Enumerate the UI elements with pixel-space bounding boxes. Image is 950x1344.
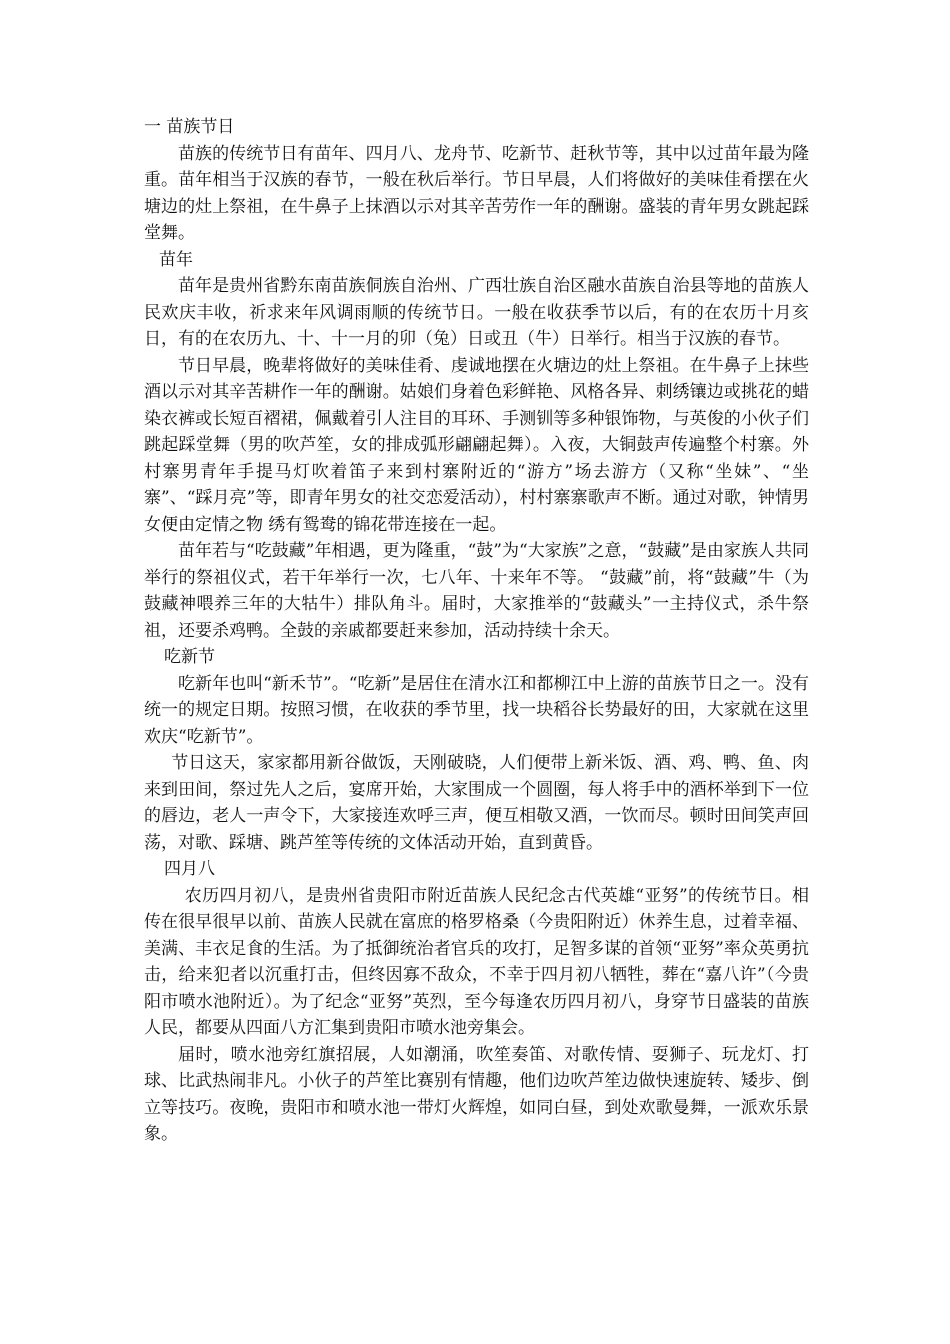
paragraph-festivals-overview: 苗族的传统节日有苗年、四月八、龙舟节、吃新节、赶秋节等，其中以过苗年最为隆重。苗年相当于汉族的春节，一般在秋后举行。节日早晨，人们将做好的美味佳肴摆在火塘边的灶上祭祖，在牛鼻子上抹酒以示对其辛苦劳作一年的酬谢。盛装的青年男女跳起踩堂舞。 [144,143,809,243]
section-heading-april-eighth: 四月八 [164,859,215,879]
section-heading-miao-new-year: 苗年 [159,249,193,270]
section-heading-chixin-festival: 吃新节 [164,647,215,667]
paragraph-april-eighth-celebration: 届时，喷水池旁红旗招展，人如潮涌，吹笙奏笛、对歌传情、耍狮子、玩龙灯、打球、比武热闹非凡。小伙子的芦笙比赛别有情趣，他们边吹芦笙边做快速旋转、矮步、倒立等技巧。夜晚，贵阳市和喷水池一带灯火辉煌，如同白昼，到处欢歌曼舞，一派欢乐景象。 [144,1044,809,1144]
paragraph-miao-new-year-intro: 苗年是贵州省黔东南苗族侗族自治州、广西壮族自治区融水苗族自治县等地的苗族人民欢庆丰收，祈求来年风调雨顺的传统节日。一般在收获季节以后，有的在农历十月亥日，有的在农历九、十、十一月的卯（兔）日或丑（牛）日举行。相当于汉族的春节。 [144,276,809,349]
paragraph-miao-new-year-morning: 节日早晨，晚辈将做好的美味佳肴、虔诚地摆在火塘边的灶上祭祖。在牛鼻子上抹些酒以示对其辛苦耕作一年的酬谢。姑娘们身着色彩鲜艳、风格各异、刺绣镶边或挑花的蜡染衣裤或长短百褶裙，佩戴着引人注目的耳环、手测钏等多种银饰物，与英俊的小伙子们跳起踩堂舞（男的吹芦笙，女的排成弧形翩翩起舞）。入夜，大铜鼓声传遍整个村寨。外村寨男青年手提马灯吹着笛子来到村寨附近的“游方”场去游方（又称“坐妹”、“坐寨”、“踩月亮”等，即青年男女的社交恋爱活动），村村寨寨歌声不断。通过对歌，钟情男女便由定情之物 绣有鸳鸯的锦花带连接在一起。 [144,355,809,535]
paragraph-chixin-intro: 吃新年也叫“新禾节”。“吃新”是居住在清水江和都柳江中上游的苗族节日之一。没有统一的规定日期。按照习惯，在收获的季节里，找一块稻谷长势最好的田，大家就在这里欢庆“吃新节”。 [144,673,809,747]
paragraph-miao-new-year-guzang: 苗年若与“吃鼓藏”年相遇，更为隆重，“鼓”为“大家族”之意，“鼓藏”是由家族人共同举行的祭祖仪式，若干年举行一次，七八年、十来年不等。 “鼓藏”前，将“鼓藏”牛（为鼓藏神喂养三年的大牯牛）排队角斗。届时，大家推举的“鼓藏头”一主持仪式，杀牛祭祖，还要杀鸡鸭。全鼓的亲戚都要赶来参加，活动持续十余天。 [144,541,809,641]
document-body [144,114,809,1148]
paragraph-april-eighth-intro: 农历四月初八，是贵州省贵阳市附近苗族人民纪念古代英雄“亚努”的传统节日。相传在很早很早以前、苗族人民就在富庶的格罗格桑（今贵阳附近）休养生息，过着幸福、美满、丰衣足食的生活。为了抵御统治者官兵的攻打，足智多谋的首领“亚努”率众英勇抗击，给来犯者以沉重打击，但终因寡不敌众，不幸于四月初八牺牲，葬在“嘉八许”（今贵阳市喷水池附近）。为了纪念“亚努”英烈，至今每逢农历四月初八，身穿节日盛装的苗族人民，都要从四面八方汇集到贵阳市喷水池旁集会。 [144,885,809,1038]
paragraph-chixin-celebration: 节日这天，家家都用新谷做饭，天刚破晓，人们便带上新米饭、酒、鸡、鸭、鱼、肉来到田间，祭过先人之后，宴席开始，大家围成一个圆圈，每人将手中的酒杯举到下一位的唇边，老人一声令下，大家接连欢呼三声，便互相敬又酒，一饮而尽。顿时田间笑声回荡，对歌、踩塘、跳芦笙等传统的文体活动开始，直到黄昏。 [144,753,809,853]
section-heading-miao-festivals: 一 苗族节日 [144,117,235,137]
